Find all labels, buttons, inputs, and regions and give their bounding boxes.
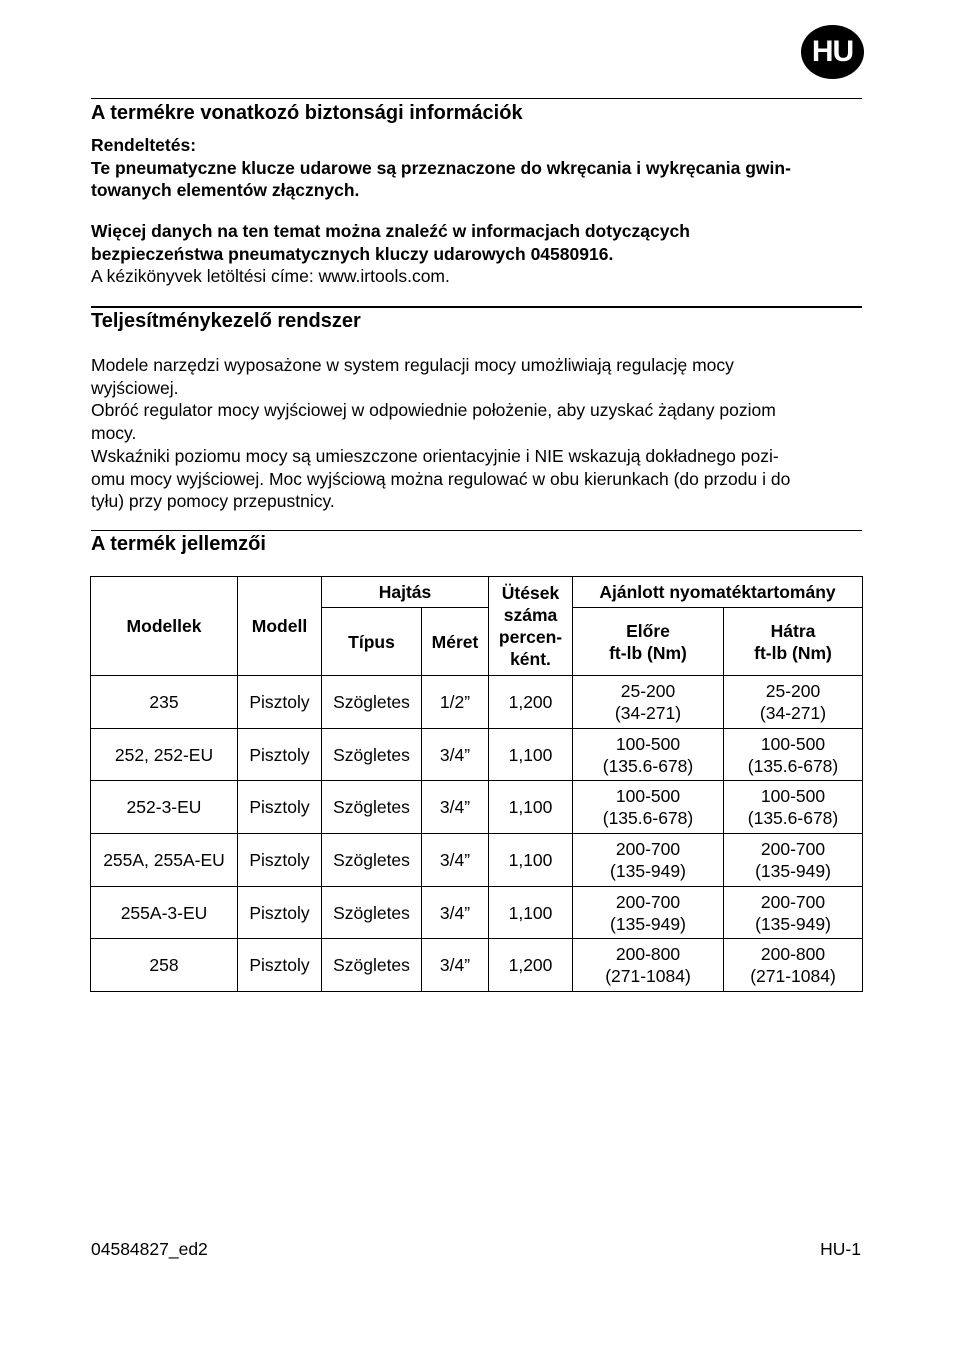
- cell-forward: [573, 676, 724, 729]
- forward-header-line: Előre: [626, 620, 670, 641]
- cell-model: Pisztoly: [238, 886, 322, 939]
- cell-impacts: 1,100: [489, 728, 573, 781]
- col-header-torque: Ajánlott nyomatéktartomány: [573, 577, 863, 608]
- forward-nm: (271-1084): [605, 966, 691, 987]
- table-row: [91, 886, 863, 939]
- cell-forward: [573, 939, 724, 992]
- cell-models: 258: [91, 939, 238, 992]
- more-info-line: bezpieczeństwa pneumatycznych kluczy udarowych 04580916.: [91, 243, 614, 264]
- table-row: [91, 834, 863, 887]
- intended-use-line: towanych elementów złącznych.: [91, 180, 360, 201]
- forward-nm: (135-949): [610, 860, 686, 881]
- cell-models: 235: [91, 676, 238, 729]
- cell-size: 3/4”: [422, 939, 489, 992]
- cell-type: Szögletes: [322, 939, 422, 992]
- power-control-line: mocy.: [91, 423, 137, 444]
- safety-heading: A termékre vonatkozó biztonsági információk: [91, 102, 523, 124]
- intended-use-label: Rendeltetés:: [91, 135, 197, 155]
- cell-model: Pisztoly: [238, 728, 322, 781]
- forward-header-line: ft-lb (Nm): [609, 642, 687, 663]
- cell-models: 252-3-EU: [91, 781, 238, 834]
- cell-reverse: [724, 939, 863, 992]
- more-info-block: [91, 220, 866, 288]
- power-control-text: [91, 354, 866, 513]
- power-control-heading: Teljesítménykezelő rendszer: [91, 310, 361, 332]
- reverse-ftlb: 25-200: [765, 681, 821, 701]
- reverse-header-line: ft-lb (Nm): [754, 642, 832, 663]
- reverse-nm: (135.6-678): [747, 755, 839, 776]
- forward-ftlb: 200-800: [615, 944, 681, 965]
- cell-models: 255A, 255A-EU: [91, 834, 238, 887]
- impacts-header-line: percen-: [498, 627, 563, 648]
- col-header-model: Modell: [238, 577, 322, 676]
- reverse-nm: (135.6-678): [747, 808, 839, 829]
- cell-model: Pisztoly: [238, 939, 322, 992]
- col-header-drive: Hajtás: [322, 577, 489, 608]
- cell-forward: [573, 781, 724, 834]
- cell-size: 1/2”: [422, 676, 489, 729]
- table-row: [91, 939, 863, 992]
- cell-size: 3/4”: [422, 781, 489, 834]
- cell-impacts: 1,100: [489, 886, 573, 939]
- table-row: [91, 676, 863, 729]
- power-control-line: Obróć regulator mocy wyjściowej w odpowiednie położenie, aby uzyskać żądany poziom: [91, 400, 776, 421]
- cell-models: 255A-3-EU: [91, 886, 238, 939]
- cell-forward: [573, 886, 724, 939]
- cell-impacts: 1,200: [489, 676, 573, 729]
- forward-ftlb: 25-200: [620, 681, 676, 701]
- cell-type: Szögletes: [322, 886, 422, 939]
- table-header-row: [91, 577, 863, 608]
- section-divider: [91, 530, 862, 531]
- reverse-ftlb: 100-500: [760, 733, 826, 754]
- cell-reverse: [724, 781, 863, 834]
- reverse-ftlb: 200-700: [760, 838, 826, 859]
- power-control-line: Wskaźniki poziomu mocy są umieszczone orientacyjnie i NIE wskazują dokładnego pozi-: [91, 445, 779, 466]
- impacts-header-line: száma: [503, 605, 558, 626]
- power-control-line: Modele narzędzi wyposażone w system regulacji mocy umożliwiają regulację mocy: [91, 355, 734, 375]
- more-info-line: Więcej danych na ten temat można znaleźć w informacjach dotyczących: [91, 221, 690, 241]
- reverse-nm: (135-949): [755, 860, 831, 881]
- forward-nm: (135.6-678): [602, 755, 694, 776]
- cell-size: 3/4”: [422, 834, 489, 887]
- power-control-line: wyjściowej.: [91, 377, 179, 398]
- table-row: [91, 781, 863, 834]
- reverse-header-line: Hátra: [770, 620, 816, 641]
- reverse-nm: (271-1084): [750, 966, 836, 987]
- forward-nm: (135-949): [610, 913, 686, 934]
- impacts-header-line: ként.: [510, 649, 551, 670]
- language-badge-label: HU: [811, 35, 854, 68]
- cell-forward: [573, 728, 724, 781]
- power-control-line: omu mocy wyjściowej. Moc wyjściową można regulować w obu kierunkach (do przodu i do: [91, 468, 791, 489]
- forward-ftlb: 200-700: [615, 891, 681, 912]
- cell-size: 3/4”: [422, 886, 489, 939]
- section-divider: [91, 98, 862, 99]
- power-control-line: tyłu) przy pomocy przepustnicy.: [91, 491, 335, 512]
- forward-ftlb: 100-500: [615, 786, 681, 807]
- cell-model: Pisztoly: [238, 834, 322, 887]
- cell-reverse: [724, 676, 863, 729]
- forward-nm: (135.6-678): [602, 808, 694, 829]
- cell-model: Pisztoly: [238, 781, 322, 834]
- download-text: A kézikönyvek letöltési címe: www.irtools.com.: [91, 266, 450, 287]
- col-header-models: Modellek: [91, 577, 238, 676]
- cell-reverse: [724, 728, 863, 781]
- language-badge: [801, 25, 864, 79]
- section-divider: [91, 306, 862, 308]
- reverse-ftlb: 200-800: [760, 944, 826, 965]
- intended-use-block: [91, 134, 866, 202]
- cell-model: Pisztoly: [238, 676, 322, 729]
- document-number: 04584827_ed2: [91, 1239, 208, 1259]
- cell-type: Szögletes: [322, 676, 422, 729]
- reverse-ftlb: 100-500: [760, 786, 826, 807]
- cell-impacts: 1,100: [489, 781, 573, 834]
- forward-ftlb: 100-500: [615, 733, 681, 754]
- col-header-impacts: [489, 577, 573, 676]
- col-header-reverse: [724, 608, 863, 676]
- reverse-nm: (135-949): [755, 913, 831, 934]
- cell-impacts: 1,100: [489, 834, 573, 887]
- reverse-ftlb: 200-700: [760, 891, 826, 912]
- cell-type: Szögletes: [322, 834, 422, 887]
- intended-use-line: Te pneumatyczne klucze udarowe są przeznaczone do wkręcania i wykręcania gwin-: [91, 157, 791, 178]
- cell-reverse: [724, 834, 863, 887]
- impacts-header-line: Ütések: [501, 583, 560, 604]
- cell-reverse: [724, 886, 863, 939]
- cell-models: 252, 252-EU: [91, 728, 238, 781]
- table-row: [91, 728, 863, 781]
- specs-table: [90, 576, 863, 992]
- reverse-nm: (34-271): [759, 703, 827, 723]
- forward-nm: (34-271): [614, 703, 682, 723]
- page-number: HU-1: [820, 1239, 861, 1259]
- cell-size: 3/4”: [422, 728, 489, 781]
- specs-heading: A termék jellemzői: [91, 533, 266, 555]
- cell-forward: [573, 834, 724, 887]
- forward-ftlb: 200-700: [615, 838, 681, 859]
- cell-type: Szögletes: [322, 728, 422, 781]
- cell-type: Szögletes: [322, 781, 422, 834]
- col-header-forward: [573, 608, 724, 676]
- cell-impacts: 1,200: [489, 939, 573, 992]
- col-header-size: Méret: [422, 608, 489, 676]
- col-header-type: Típus: [322, 608, 422, 676]
